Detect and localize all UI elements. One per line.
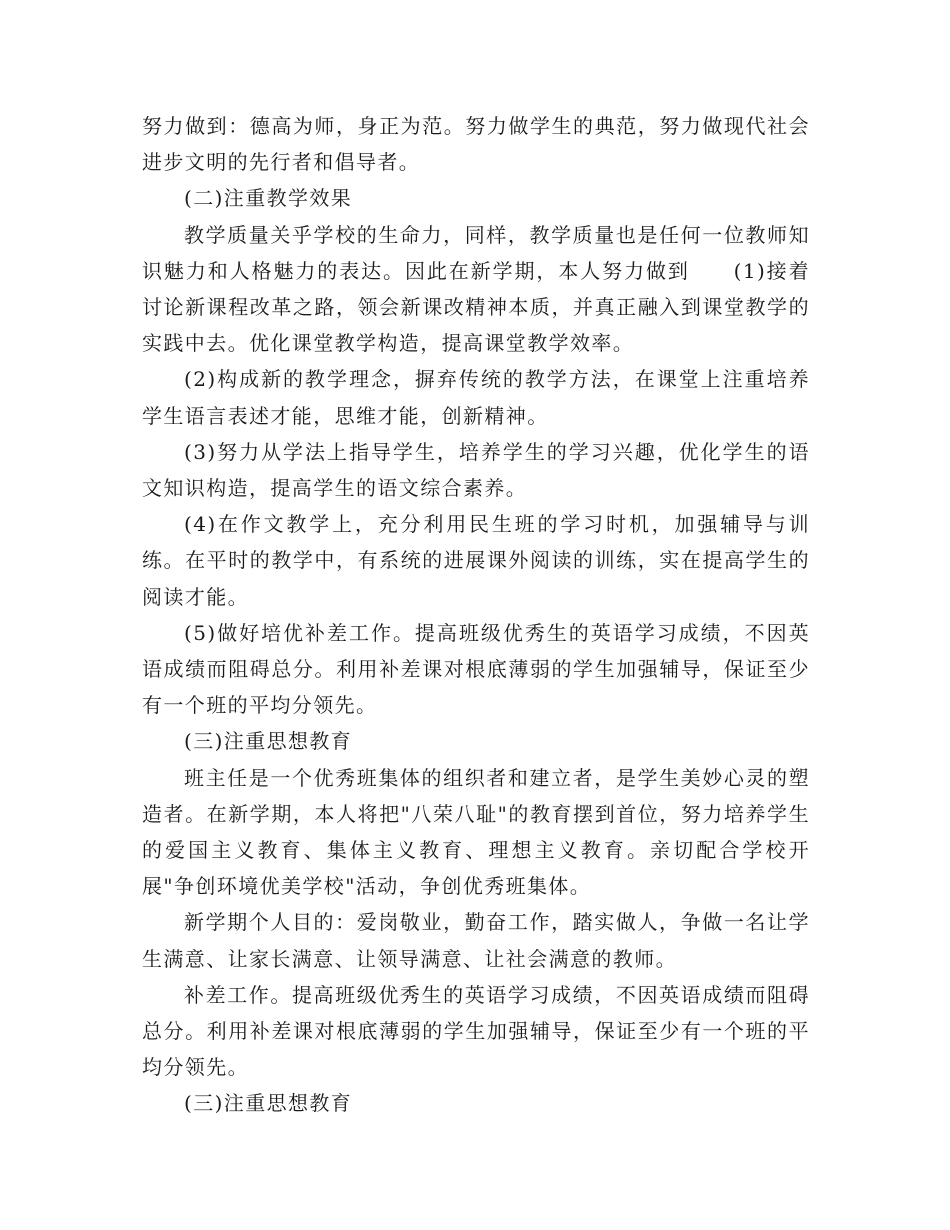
body-paragraph: 教学质量关乎学校的生命力，同样，教学质量也是任何一位教师知识魅力和人格魅力的表达。因此在新学期，本人努力做到 (1)接着讨论新课程改革之路，领会新课改精神本质，并真正融入到课堂教学的实践中去。优化课堂教学构造，提高课堂教学效率。 bbox=[142, 222, 810, 356]
section-heading: (二)注重教学效果 bbox=[184, 186, 353, 211]
body-paragraph: (5)做好培优补差工作。提高班级优秀生的英语学习成绩，不因英语成绩而阻碍总分。利用补差课对根底薄弱的学生加强辅导，保证至少有一个班的平均分领先。 bbox=[142, 620, 810, 718]
body-paragraph: 补差工作。提高班级优秀生的英语学习成绩，不因英语成绩而阻碍总分。利用补差课对根底薄弱的学生加强辅导，保证至少有一个班的平均分领先。 bbox=[142, 982, 810, 1080]
body-paragraph: (4)在作文教学上，充分利用民生班的学习时机，加强辅导与训练。在平时的教学中，有系统的进展课外阅读的训练，实在提高学生的阅读才能。 bbox=[142, 512, 810, 609]
body-paragraph: 班主任是一个优秀班集体的组织者和建立者，是学生美妙心灵的塑造者。在新学期，本人将把"八荣八耻"的教育摆到首位，努力培养学生的爱国主义教育、集体主义教育、理想主义教育。亲切配合学校开展"争创环境优美学校"活动，争创优秀班集体。 bbox=[142, 765, 810, 899]
body-paragraph: 新学期个人目的：爱岗敬业，勤奋工作，踏实做人，争做一名让学生满意、让家长满意、让领导满意、让社会满意的教师。 bbox=[142, 910, 810, 971]
section-heading: (三)注重思想教育 bbox=[184, 1091, 353, 1116]
body-paragraph: (2)构成新的教学理念，摒弃传统的教学方法，在课堂上注重培养学生语言表述才能，思维才能，创新精神。 bbox=[142, 367, 810, 428]
document-body bbox=[142, 108, 810, 1122]
body-paragraph: (3)努力从学法上指导学生，培养学生的学习兴趣，优化学生的语文知识构造，提高学生的语文综合素养。 bbox=[142, 439, 810, 501]
body-paragraph: 努力做到：德高为师，身正为范。努力做学生的典范，努力做现代社会进步文明的先行者和倡导者。 bbox=[142, 114, 810, 175]
section-heading: (三)注重思想教育 bbox=[184, 729, 353, 754]
